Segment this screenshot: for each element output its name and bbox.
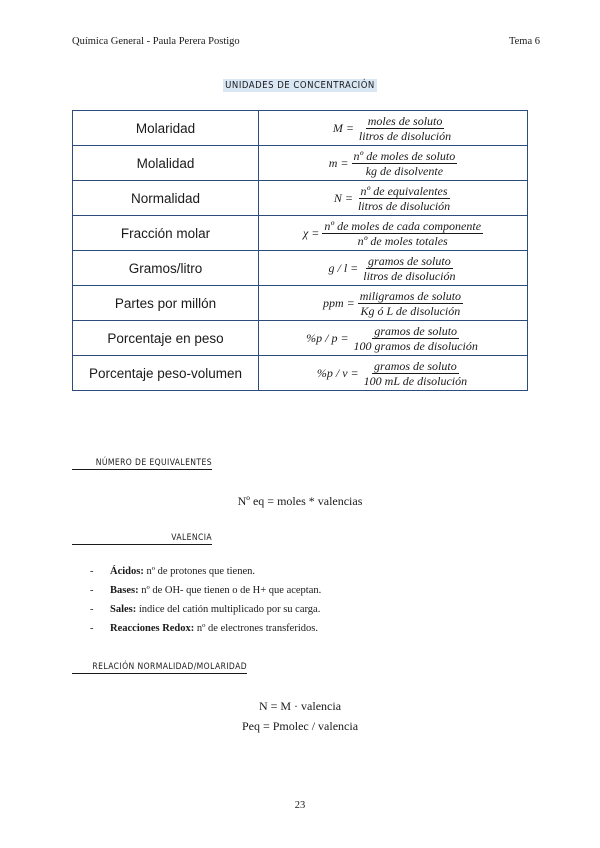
- concentration-formula: [259, 111, 528, 146]
- concentration-formula: [259, 251, 528, 286]
- formula-numerator: gramos de soluto: [374, 323, 458, 338]
- formula-lhs: N =: [333, 190, 353, 205]
- formula-numerator: gramos de soluto: [374, 358, 457, 373]
- header-right: Tema 6: [508, 36, 540, 47]
- relation-formula-2: Peq = Pmolec / valencia: [241, 719, 359, 733]
- section-heading-valence: VALENCIA: [72, 533, 212, 545]
- formula-denominator: litros de disolución: [363, 268, 456, 283]
- section-title: [0, 75, 600, 93]
- formula-denominator: 100 mL de disolución: [363, 373, 468, 388]
- header-left: Química General - Paula Perera Postigo: [72, 36, 240, 47]
- valence-list: [90, 565, 321, 641]
- section-heading-relation: RELACIÓN NORMALIDAD/MOLARIDAD: [72, 662, 247, 674]
- formula-numerator: nº de equivalentes: [360, 183, 448, 198]
- section-heading-equivalents: NÚMERO DE EQUIVALENTES: [72, 458, 212, 470]
- formula-numerator: miligramos de soluto: [359, 288, 462, 303]
- formula-lhs: %p / v =: [316, 365, 359, 380]
- table-row: [73, 146, 528, 181]
- concentration-name: Fracción molar: [73, 216, 259, 251]
- concentration-name: Molalidad: [73, 146, 259, 181]
- formula-numerator: nº de moles de cada componente: [324, 218, 482, 233]
- formula-numerator: moles de soluto: [367, 113, 443, 128]
- concentration-formula: [259, 181, 528, 216]
- formula-lhs: M =: [332, 120, 354, 135]
- formula-denominator: nº de moles totales: [357, 233, 448, 248]
- list-item: - Reacciones Redox: nº de electrones transferidos.: [90, 622, 321, 636]
- table-row: [73, 181, 528, 216]
- table-row: [73, 251, 528, 286]
- equivalents-formula: Nº eq = moles * valencias: [237, 494, 363, 508]
- concentration-name: Partes por millón: [73, 286, 259, 321]
- concentration-name: Molaridad: [73, 111, 259, 146]
- table-row: [73, 321, 528, 356]
- section-title-text: UNIDADES DE CONCENTRACIÓN: [225, 80, 375, 91]
- formula-lhs: g / l =: [328, 260, 359, 275]
- formula-lhs: ppm =: [322, 295, 355, 310]
- formula-denominator: litros de disolución: [357, 198, 451, 213]
- formula-lhs: m =: [328, 155, 349, 170]
- concentration-name: Porcentaje peso-volumen: [73, 356, 259, 391]
- concentration-formula: [259, 321, 528, 356]
- concentration-formula: [259, 286, 528, 321]
- concentration-formula: [259, 356, 528, 391]
- formula-lhs: %p / p =: [306, 330, 349, 345]
- concentration-formula: [259, 216, 528, 251]
- concentration-name: Normalidad: [73, 181, 259, 216]
- page-number: 23: [294, 800, 306, 811]
- concentration-table: [72, 110, 528, 391]
- concentration-name: Gramos/litro: [73, 251, 259, 286]
- concentration-formula: [259, 146, 528, 181]
- formula-lhs: χ =: [302, 225, 320, 240]
- relation-formula-1: N = M · valencia: [258, 699, 342, 713]
- formula-numerator: gramos de soluto: [368, 253, 451, 268]
- formula-numerator: nº de moles de soluto: [353, 148, 456, 163]
- table-row: [73, 356, 528, 391]
- list-item: - Bases: nº de OH- que tienen o de H+ que aceptan.: [90, 584, 321, 598]
- concentration-name: Porcentaje en peso: [73, 321, 259, 356]
- list-item: - Sales: índice del catión multiplicado por su carga.: [90, 603, 321, 617]
- table-row: [73, 111, 528, 146]
- formula-denominator: litros de disolución: [358, 128, 452, 143]
- list-item: - Ácidos: nº de protones que tienen.: [90, 565, 321, 579]
- formula-denominator: Kg ó L de disolución: [360, 303, 461, 318]
- formula-denominator: 100 gramos de disolución: [353, 338, 478, 353]
- table-row: [73, 216, 528, 251]
- table-row: [73, 286, 528, 321]
- formula-denominator: kg de disolvente: [365, 163, 444, 178]
